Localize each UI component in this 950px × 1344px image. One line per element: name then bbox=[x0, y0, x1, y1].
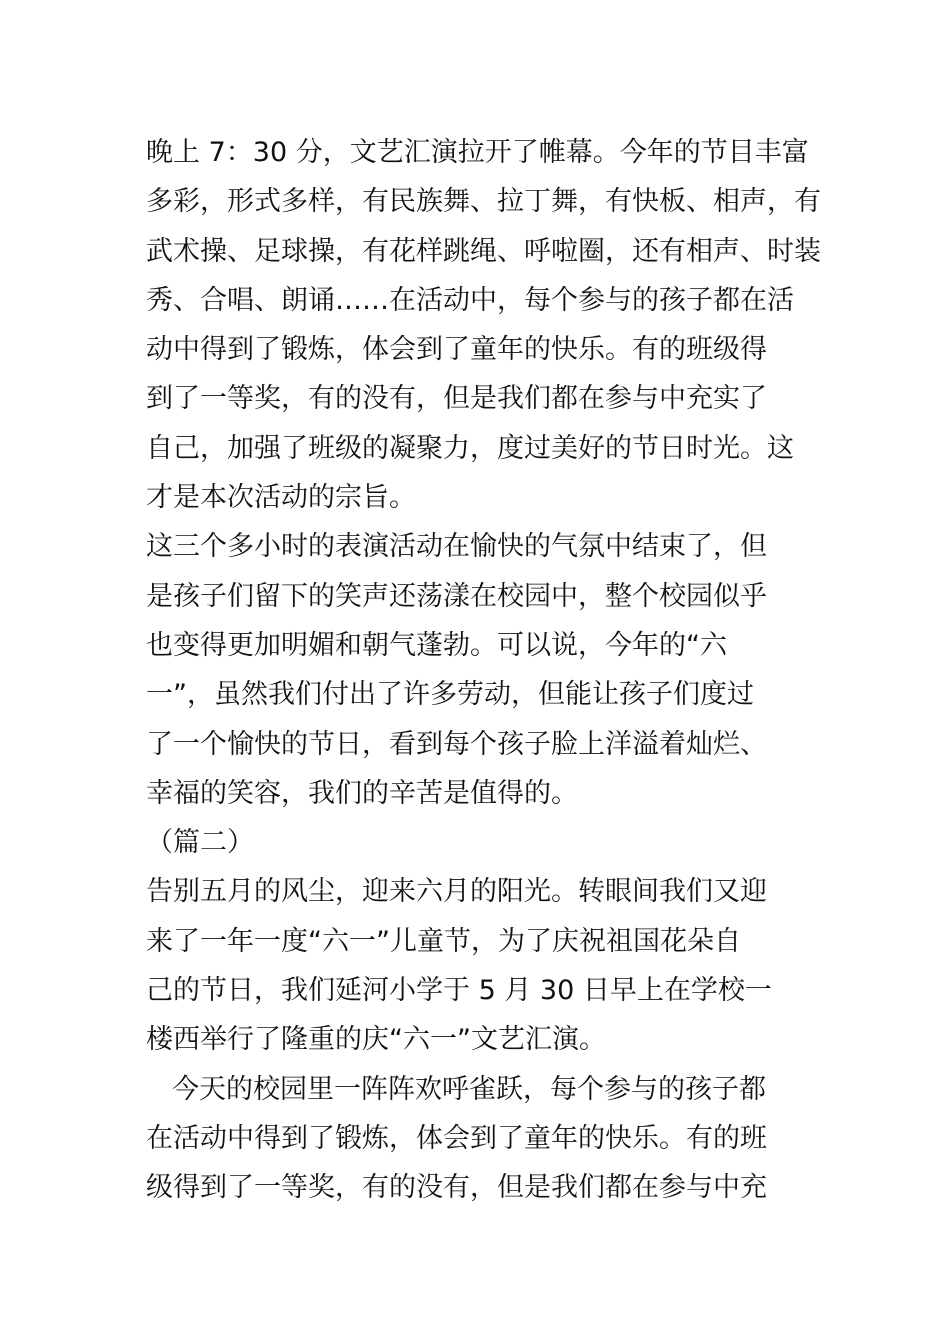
text-line-06: 到了一等奖，有的没有，但是我们都在参与中充实了 bbox=[146, 383, 767, 415]
text-line-13: 了一个愉快的节日，看到每个孩子脸上洋溢着灿烂、 bbox=[146, 728, 767, 760]
text-line-18: 己的节日，我们延河小学于 5 月 30 日早上在学校一 bbox=[146, 975, 772, 1007]
document-body bbox=[146, 128, 821, 1213]
text-line-20: 今天的校园里一阵阵欢呼雀跃，每个参与的孩子都 bbox=[172, 1073, 766, 1105]
text-line-07: 自己，加强了班级的凝聚力，度过美好的节日时光。这 bbox=[146, 432, 794, 464]
text-line-03: 武术操、足球操，有花样跳绳、呼啦圈，还有相声、时装 bbox=[146, 235, 821, 267]
text-line-08: 才是本次活动的宗旨。 bbox=[146, 482, 416, 514]
text-line-11: 也变得更加明媚和朝气蓬勃。可以说，今年的“六 bbox=[146, 629, 727, 661]
text-line-10: 是孩子们留下的笑声还荡漾在校园中，整个校园似乎 bbox=[146, 580, 767, 612]
section-heading: （篇二） bbox=[146, 827, 254, 859]
text-line-12: 一”，虽然我们付出了许多劳动，但能让孩子们度过 bbox=[146, 679, 754, 711]
text-line-17: 来了一年一度“六一”儿童节，为了庆祝祖国花朵自 bbox=[146, 925, 741, 957]
text-line-04: 秀、合唱、朗诵……在活动中，每个参与的孩子都在活 bbox=[146, 284, 794, 316]
text-line-01: 晚上 7：30 分，文艺汇演拉开了帷幕。今年的节目丰富 bbox=[146, 137, 809, 168]
text-line-09: 这三个多小时的表演活动在愉快的气氛中结束了，但 bbox=[146, 531, 767, 563]
text-line-16: 告别五月的风尘，迎来六月的阳光。转眼间我们又迎 bbox=[146, 876, 767, 908]
text-line-14: 幸福的笑容，我们的辛苦是值得的。 bbox=[146, 777, 578, 809]
text-line-02: 多彩，形式多样，有民族舞、拉丁舞，有快板、相声，有 bbox=[146, 186, 821, 218]
text-line-05: 动中得到了锻炼，体会到了童年的快乐。有的班级得 bbox=[146, 334, 767, 366]
text-line-21: 在活动中得到了锻炼，体会到了童年的快乐。有的班 bbox=[146, 1122, 767, 1154]
text-line-22: 级得到了一等奖，有的没有，但是我们都在参与中充 bbox=[146, 1172, 767, 1204]
text-line-19: 楼西举行了隆重的庆“六一”文艺汇演。 bbox=[146, 1024, 606, 1056]
